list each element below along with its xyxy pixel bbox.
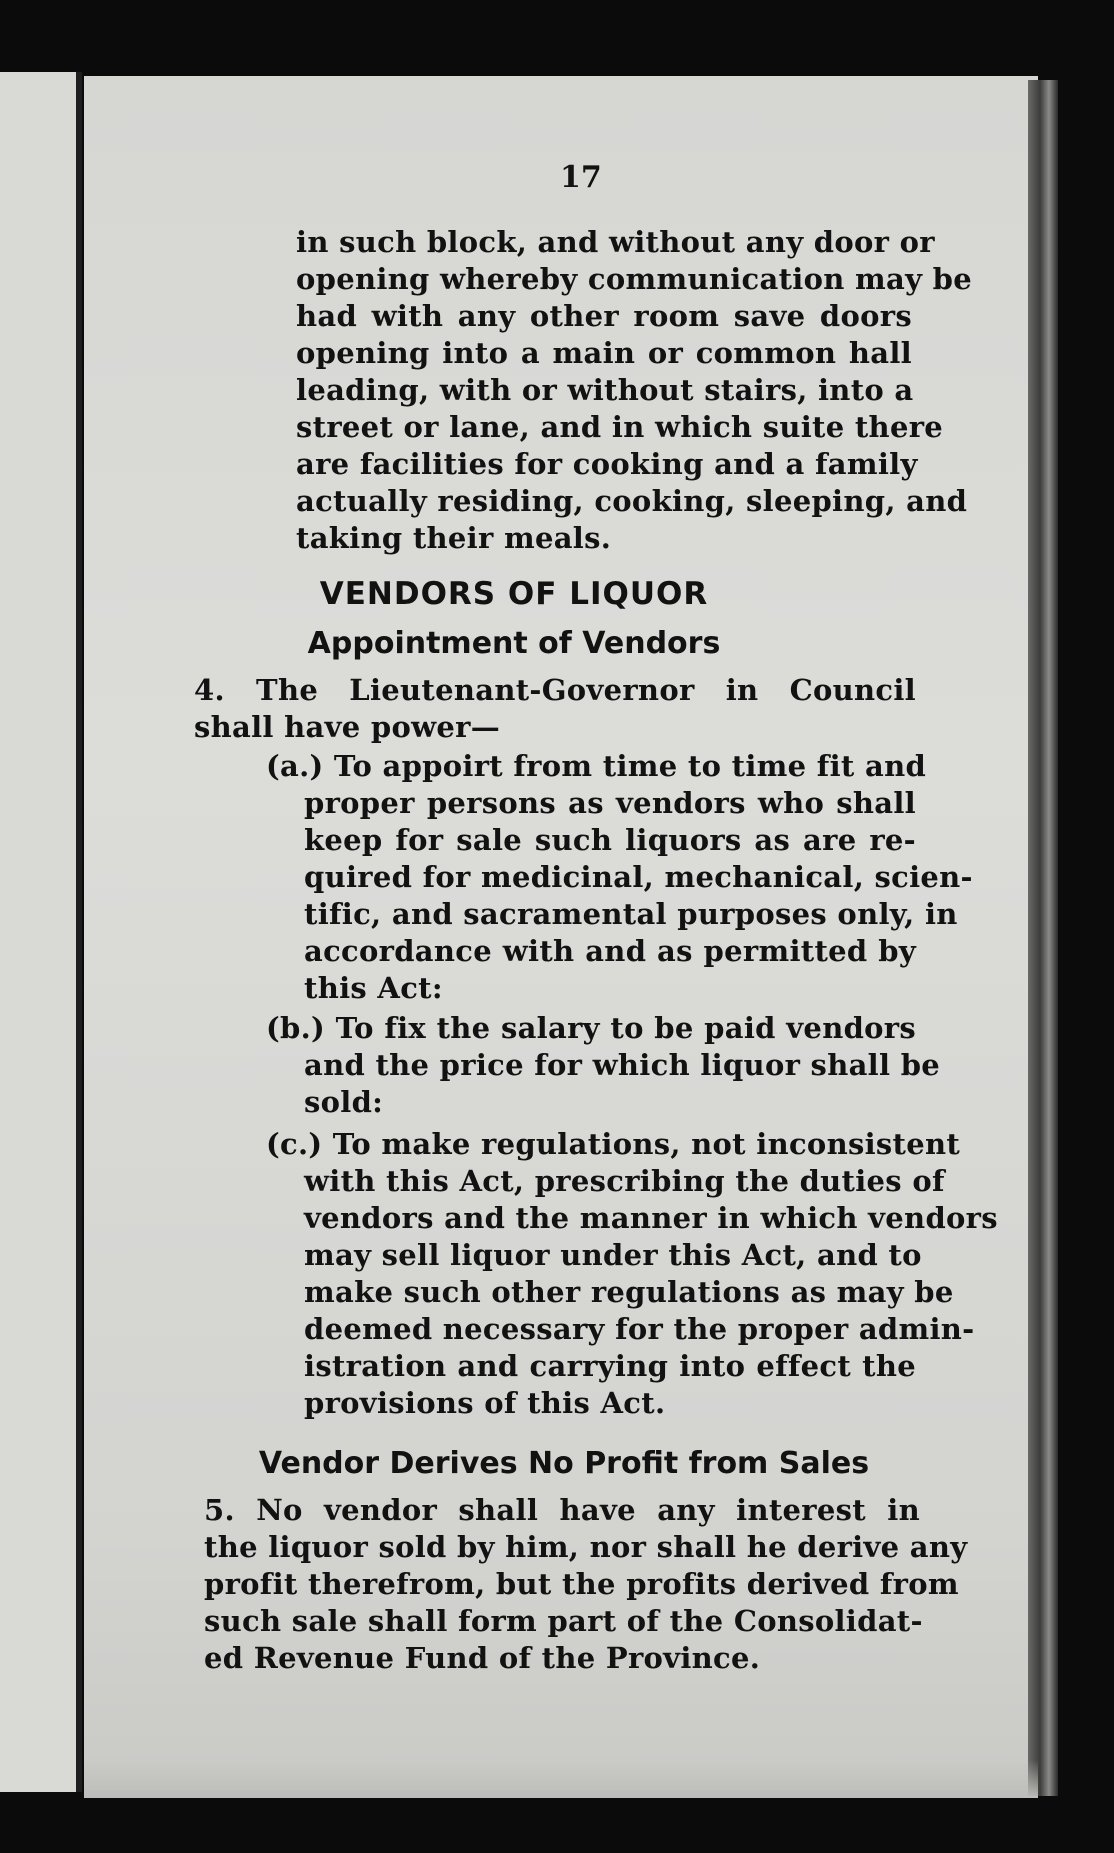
page-stack-edge (1028, 80, 1058, 1796)
intro-line: opening into a main or common hall (296, 336, 912, 370)
item-a-line: this Act: (304, 971, 443, 1005)
item-b-line: (b.) To fix the salary to be paid vendors (266, 1011, 916, 1045)
section-5-line: ed Revenue Fund of the Province. (204, 1641, 761, 1675)
subheading-appointment: Appointment of Vendors (307, 626, 721, 661)
intro-line: in such block, and without any door or (296, 225, 935, 259)
item-c-line: deemed necessary for the proper admin- (304, 1312, 975, 1346)
item-c-line: vendors and the manner in which vendors (304, 1201, 998, 1235)
item-c-line: with this Act, prescribing the duties of (304, 1164, 945, 1198)
intro-line: are facilities for cooking and a family (296, 447, 918, 481)
item-a-line: quired for medicinal, mechanical, scien- (304, 860, 973, 894)
intro-line: actually residing, cooking, sleeping, and (296, 484, 968, 518)
section-5-line: such sale shall form part of the Consolidat- (204, 1604, 923, 1638)
section-5-line: 5. No vendor shall have any interest in (204, 1493, 920, 1527)
item-c-line: istration and carrying into effect the (304, 1349, 916, 1383)
item-c-line: may sell liquor under this Act, and to (304, 1238, 922, 1272)
item-a-line: (a.) To appoirt from time to time fit and (266, 749, 927, 783)
section-4-line: shall have power— (194, 710, 501, 744)
intro-line: had with any other room save doors (296, 299, 912, 333)
section-5-line: the liquor sold by him, nor shall he derive any (204, 1530, 968, 1564)
item-c-line: (c.) To make regulations, not inconsistent (266, 1127, 961, 1161)
section-4-line: 4. The Lieutenant-Governor in Council (194, 673, 916, 707)
item-c-line: make such other regulations as may be (304, 1275, 954, 1309)
section-heading: VENDORS OF LIQUOR (319, 576, 709, 612)
intro-line: leading, with or without stairs, into a (296, 373, 914, 407)
item-b-line: and the price for which liquor shall be (304, 1048, 941, 1082)
intro-line: taking their meals. (296, 521, 612, 555)
page-bottom-shadow (84, 1760, 1038, 1798)
adjacent-page-edge (0, 72, 78, 1792)
item-c-line: provisions of this Act. (304, 1386, 666, 1420)
item-a-line: tific, and sacramental purposes only, in (304, 897, 958, 931)
item-a-line: keep for sale such liquors as are re- (304, 823, 916, 857)
binding-line (76, 72, 82, 1792)
intro-line: opening whereby communication may be (296, 262, 972, 296)
subheading-no-profit: Vendor Derives No Profit from Sales (258, 1446, 870, 1481)
intro-line: street or lane, and in which suite there (296, 410, 944, 444)
page-number: 17 (560, 160, 602, 195)
book-page (84, 76, 1038, 1798)
item-b-line: sold: (304, 1085, 384, 1119)
item-a-line: accordance with and as permitted by (304, 934, 916, 968)
item-a-line: proper persons as vendors who shall (304, 786, 916, 820)
section-5-line: profit therefrom, but the profits derived from (204, 1567, 959, 1601)
